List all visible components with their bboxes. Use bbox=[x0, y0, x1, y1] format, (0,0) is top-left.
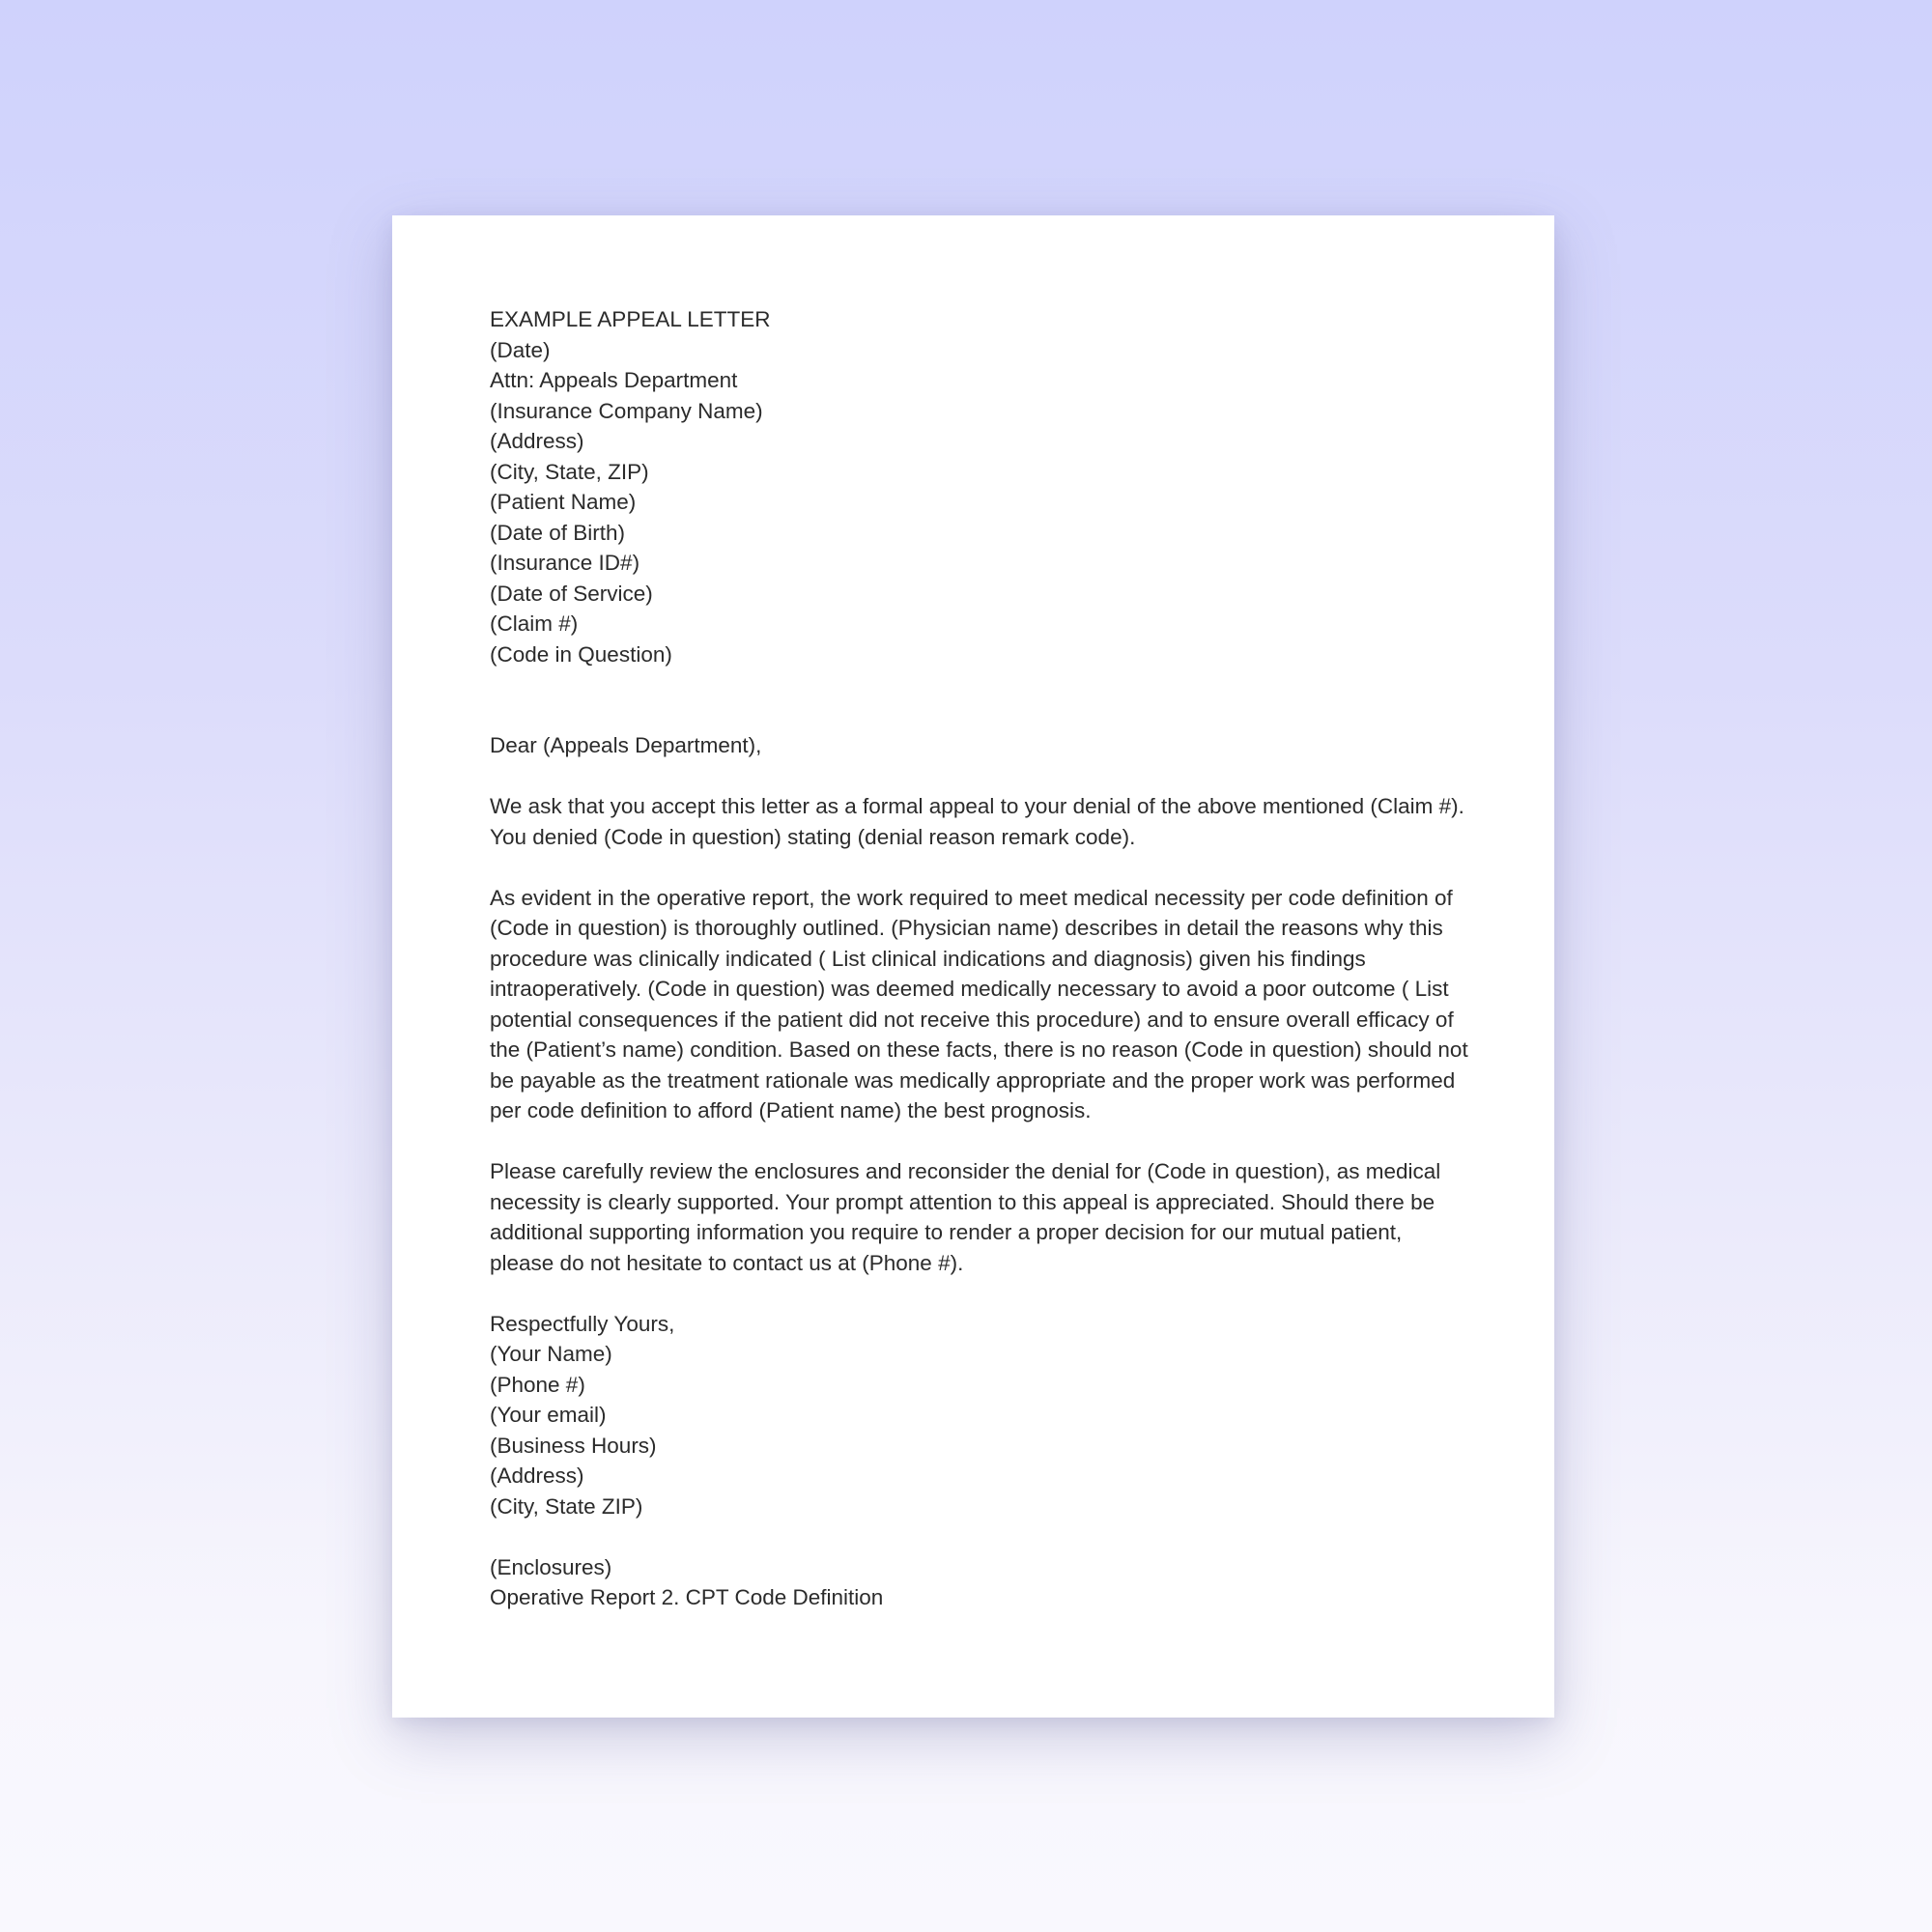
header-date-of-birth: (Date of Birth) bbox=[490, 520, 626, 545]
header-city-state-zip: (City, State, ZIP) bbox=[490, 459, 649, 484]
paragraph-line: the (Patient’s name) condition. Based on these facts, there is no reason (Code in question) should not bbox=[490, 1037, 1468, 1062]
signature-name: (Your Name) bbox=[490, 1342, 612, 1366]
paragraph-line: potential consequences if the patient did not receive this procedure) and to ensure overall efficacy of bbox=[490, 1007, 1454, 1032]
paragraph-line: We ask that you accept this letter as a formal appeal to your denial of the above mentioned (Claim #). bbox=[490, 794, 1464, 818]
paragraph-line: (Code in question) is thoroughly outlined. (Physician name) describes in detail the reasons why this bbox=[490, 916, 1443, 940]
paragraph-line: per code definition to afford (Patient name) the best prognosis. bbox=[490, 1098, 1092, 1122]
paragraph-line: Please carefully review the enclosures and reconsider the denial for (Code in question), as medical bbox=[490, 1159, 1441, 1183]
header-date-of-service: (Date of Service) bbox=[490, 581, 653, 606]
paragraph-2 bbox=[490, 883, 1468, 1126]
header-attn: Attn: Appeals Department bbox=[490, 368, 738, 392]
enclosures-label: (Enclosures) bbox=[490, 1554, 612, 1579]
signature-block bbox=[490, 1339, 1465, 1521]
paragraph-3 bbox=[490, 1156, 1465, 1278]
paragraph-line: procedure was clinically indicated ( List clinical indications and diagnosis) given his findings bbox=[490, 946, 1366, 971]
signature-email: (Your email) bbox=[490, 1403, 607, 1427]
paragraph-line: additional supporting information you require to render a proper decision for our mutual patient, bbox=[490, 1220, 1403, 1244]
signature-address: (Address) bbox=[490, 1463, 584, 1488]
paragraph-line: please do not hesitate to contact us at (Phone #). bbox=[490, 1250, 964, 1275]
header-claim-number: (Claim #) bbox=[490, 611, 579, 636]
header-insurance-company: (Insurance Company Name) bbox=[490, 398, 763, 423]
paragraph-line: You denied (Code in question) stating (denial reason remark code). bbox=[490, 824, 1136, 849]
paragraph-line: As evident in the operative report, the work required to meet medical necessity per code definition of bbox=[490, 885, 1453, 910]
header-date: (Date) bbox=[490, 337, 551, 362]
letter-title: EXAMPLE APPEAL LETTER bbox=[490, 307, 771, 331]
closing: Respectfully Yours, bbox=[490, 1311, 675, 1336]
enclosures-list: Operative Report 2. CPT Code Definition bbox=[490, 1585, 884, 1609]
signature-business-hours: (Business Hours) bbox=[490, 1433, 657, 1458]
letter-page bbox=[392, 215, 1554, 1718]
header-block bbox=[490, 335, 1465, 670]
signature-city-state-zip: (City, State ZIP) bbox=[490, 1493, 643, 1519]
header-patient-name: (Patient Name) bbox=[490, 490, 637, 514]
header-insurance-id: (Insurance ID#) bbox=[490, 551, 640, 575]
header-code-in-question: (Code in Question) bbox=[490, 641, 672, 667]
header-address: (Address) bbox=[490, 429, 584, 453]
paragraph-line: be payable as the treatment rationale was medically appropriate and the proper work was performed bbox=[490, 1067, 1456, 1093]
paragraph-line: intraoperatively. (Code in question) was deemed medically necessary to avoid a poor outcome ( List bbox=[490, 977, 1449, 1001]
salutation: Dear (Appeals Department), bbox=[490, 733, 762, 757]
signature-phone: (Phone #) bbox=[490, 1372, 585, 1397]
paragraph-1 bbox=[490, 791, 1465, 852]
paragraph-line: necessity is clearly supported. Your prompt attention to this appeal is appreciated. Should there be bbox=[490, 1189, 1435, 1214]
letter-content bbox=[490, 304, 1468, 1613]
